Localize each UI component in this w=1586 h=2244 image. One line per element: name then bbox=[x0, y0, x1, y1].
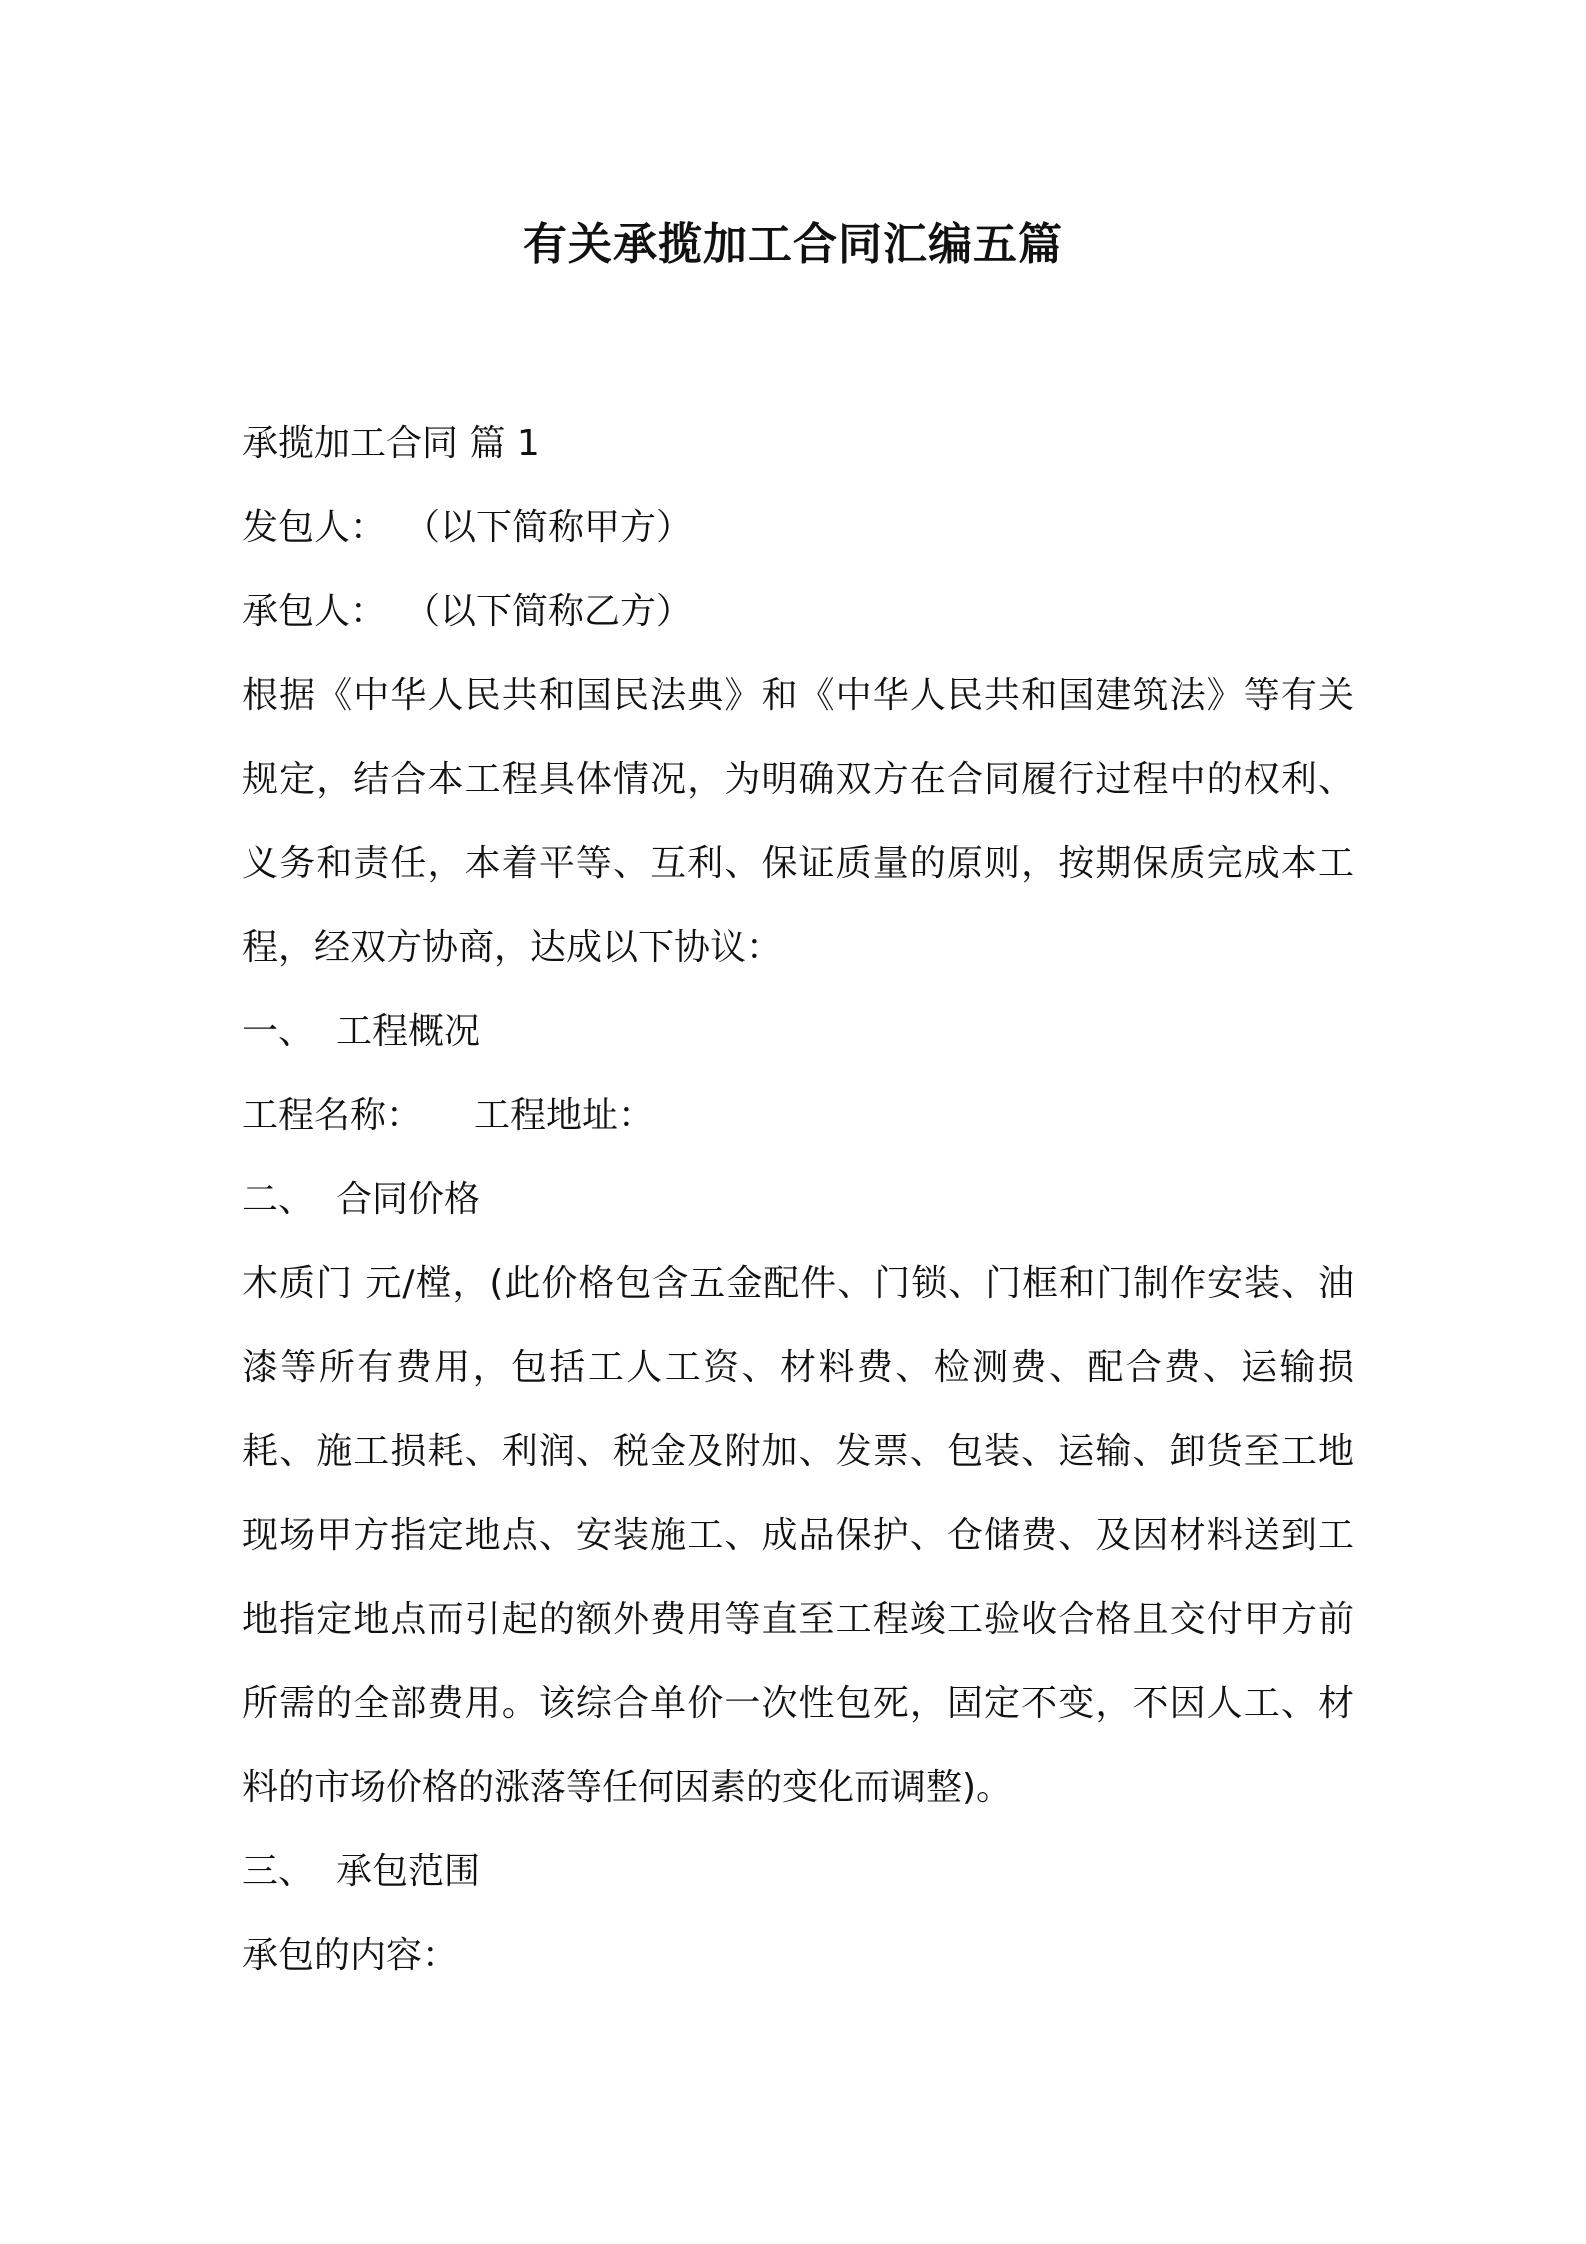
price-paragraph: 木质门 元/樘，(此价格包含五金配件、门锁、门框和门制作安装、油漆等所有费用，包括工人工资、材料费、检测费、配合费、运输损耗、施工损耗、利润、税金及附加、发票、包装、运输、卸货至工地现场甲方指定地点、安装施工、成品保护、仓储费、及因材料送到工地指定地点而引起的额外费用等直至工程竣工验收合格且交付甲方前所需的全部费用。该综合单价一次性包死，固定不变，不因人工、材料的市场价格的涨落等任何因素的变化而调整)。 bbox=[242, 1263, 1354, 1808]
project-name-label: 工程名称： bbox=[242, 1095, 423, 1136]
preamble-paragraph: 根据《中华人民共和国民法典》和《中华人民共和国建筑法》等有关规定，结合本工程具体情况，为明确双方在合同履行过程中的权利、义务和责任，本着平等、互利、保证质量的原则，按期保质完成本工程，经双方协商，达成以下协议： bbox=[242, 675, 1354, 968]
scope-label: 承包的内容： bbox=[242, 1935, 459, 1976]
heading-project-overview bbox=[242, 990, 1354, 1074]
contractor-note: （以下简称乙方） bbox=[404, 591, 693, 632]
heading-number: 二、 bbox=[242, 1179, 315, 1220]
heading-contract-price bbox=[242, 1158, 1354, 1242]
heading-text: 承包范围 bbox=[336, 1851, 481, 1892]
employer-label: 发包人： bbox=[242, 507, 387, 548]
heading-contract-scope bbox=[242, 1830, 1354, 1914]
heading-text: 合同价格 bbox=[336, 1179, 481, 1220]
document-body bbox=[242, 402, 1354, 1998]
employer-note: （以下简称甲方） bbox=[404, 507, 693, 548]
section-title: 承揽加工合同 篇 1 bbox=[242, 423, 540, 464]
heading-number: 一、 bbox=[242, 1011, 315, 1052]
project-address-label: 工程地址： bbox=[474, 1095, 655, 1136]
heading-number: 三、 bbox=[242, 1851, 315, 1892]
heading-text: 工程概况 bbox=[336, 1011, 481, 1052]
project-info-line bbox=[242, 1074, 1354, 1158]
employer-line bbox=[242, 486, 1354, 570]
contractor-label: 承包人： bbox=[242, 591, 387, 632]
document-title: 有关承揽加工合同汇编五篇 bbox=[523, 219, 1063, 270]
contractor-line bbox=[242, 570, 1354, 654]
